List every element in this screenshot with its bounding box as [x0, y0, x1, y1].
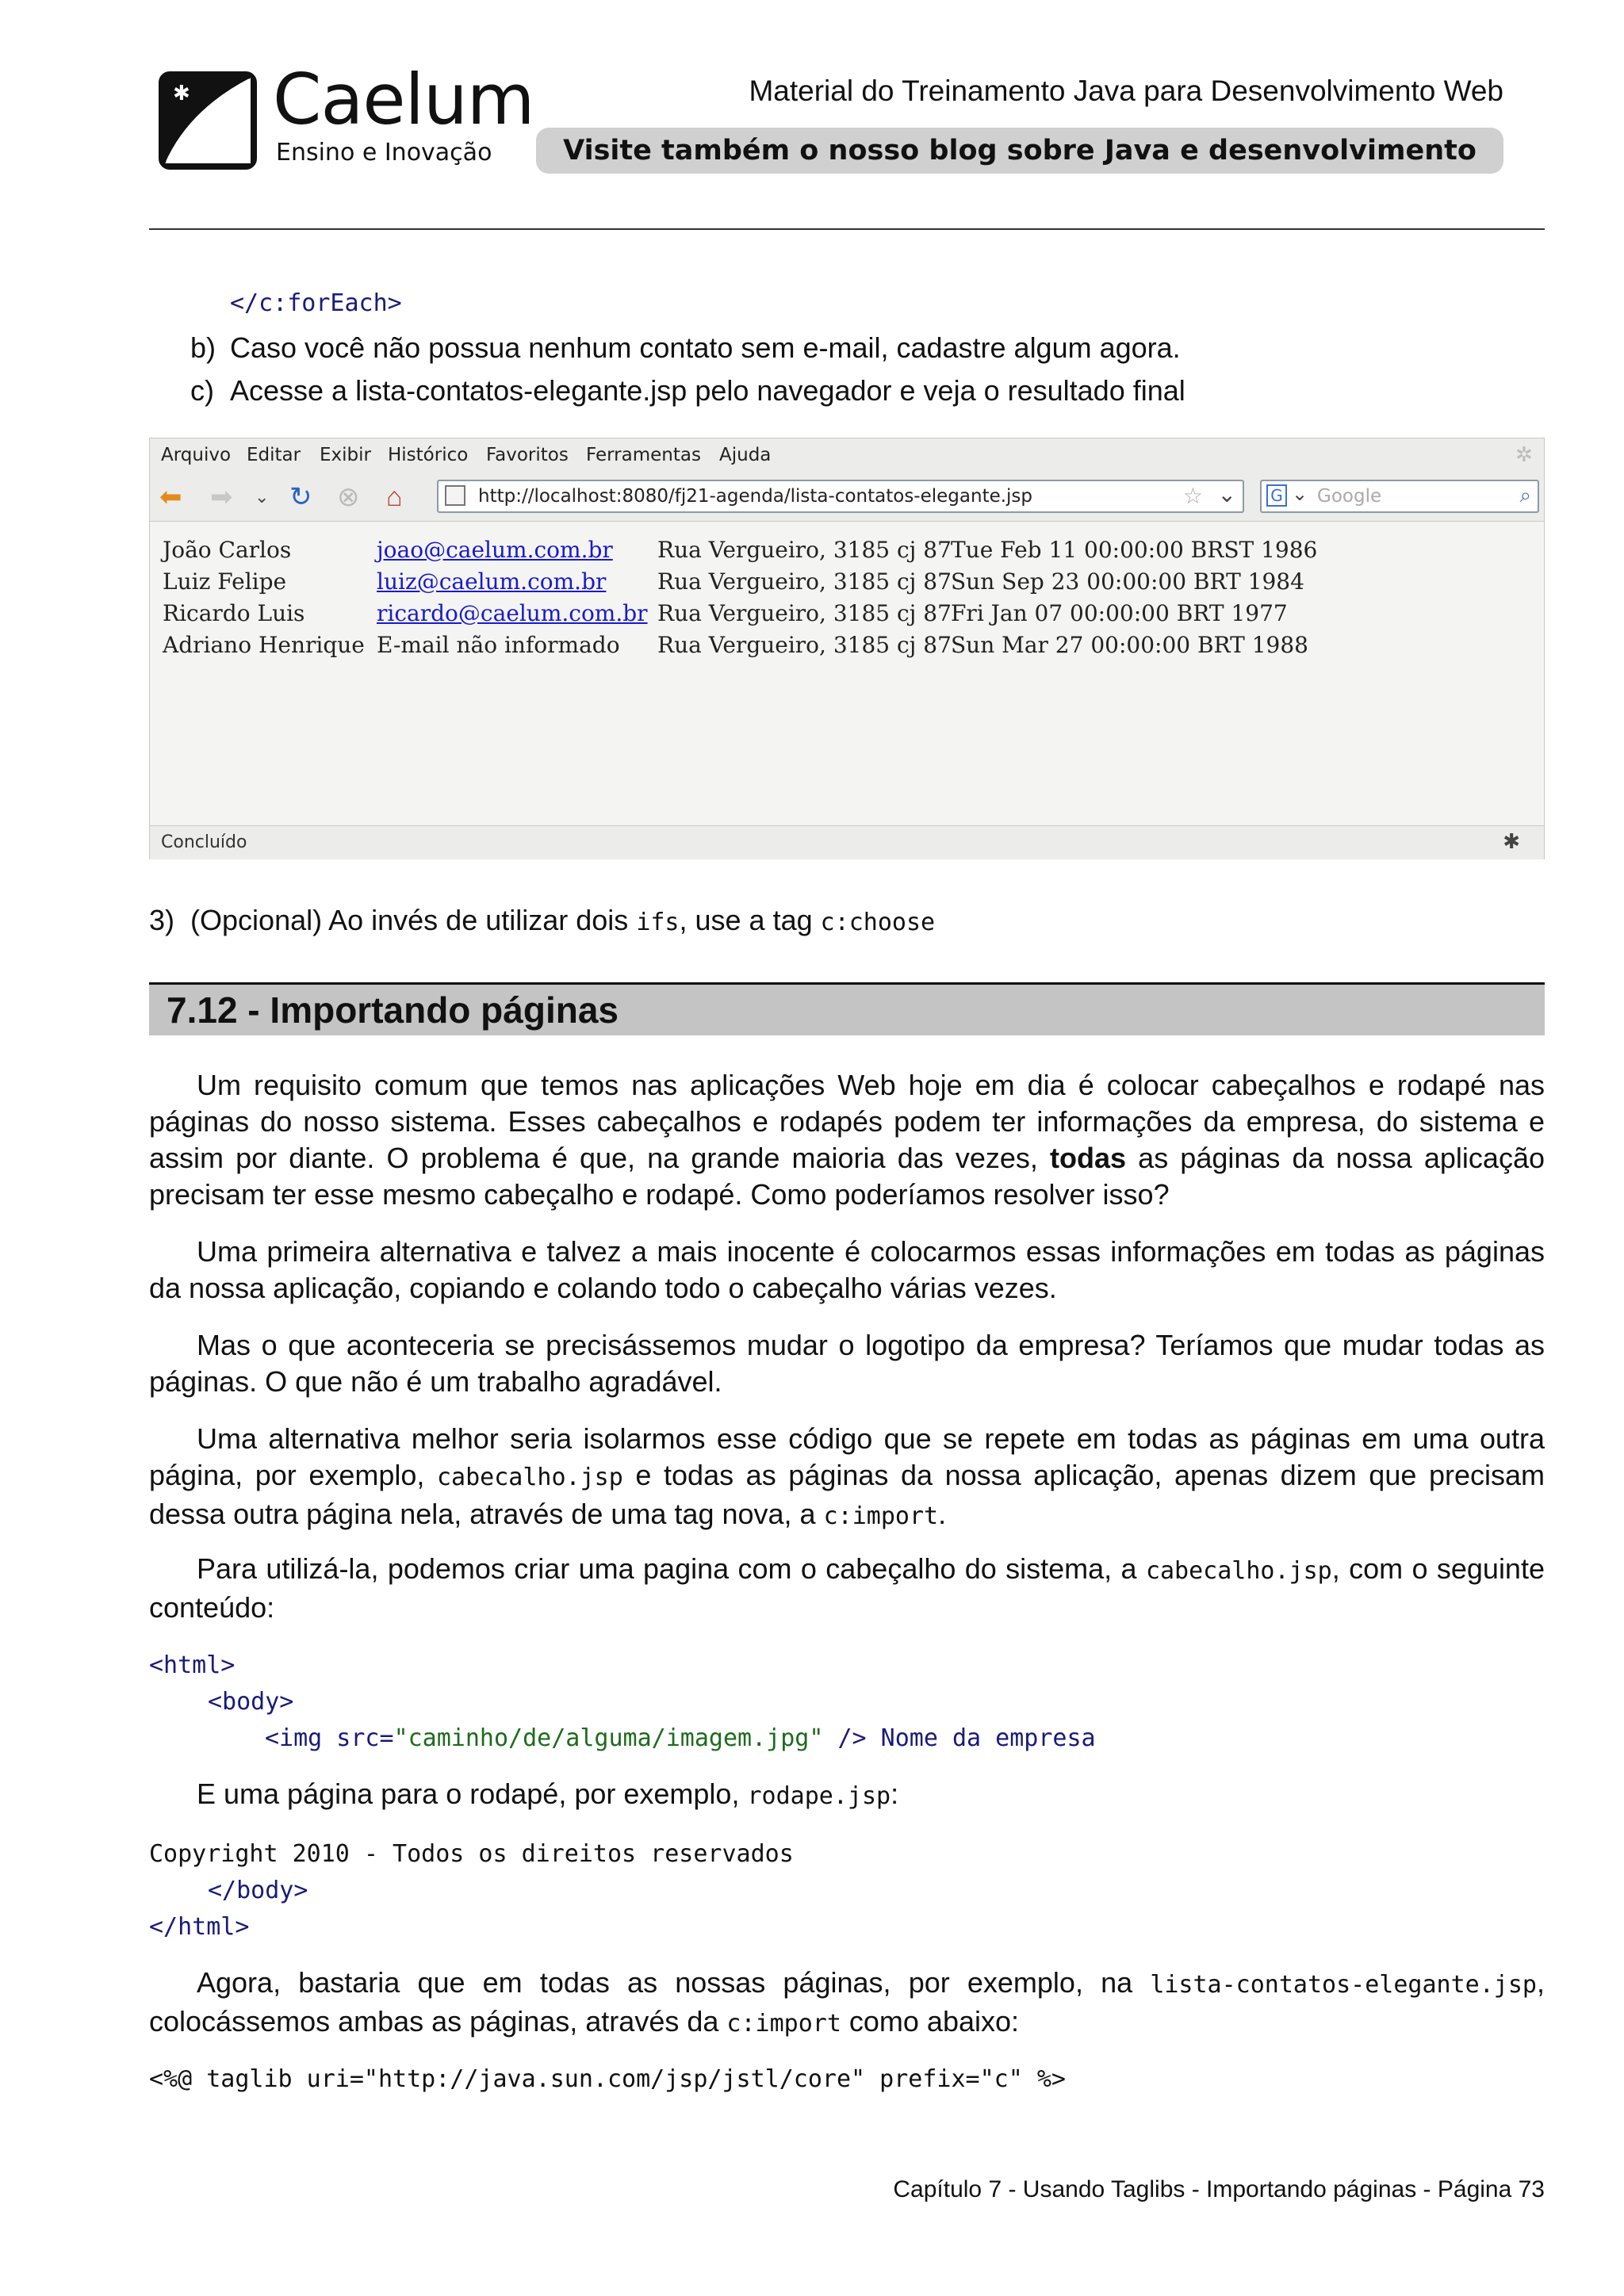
browser-navbar	[150, 473, 1544, 522]
paragraph-text: , colocássemos ambas as páginas, através da	[149, 1966, 1545, 2038]
inline-code: rodape.jsp	[747, 1782, 891, 1810]
paragraph: Uma primeira alternativa e talvez a mais inocente é colocarmos essas informações em todas as páginas da nossa aplicação, copiando e colando todo o cabeçalho várias vezes.	[149, 1235, 1545, 1304]
list-marker-b: b)	[190, 331, 216, 364]
contact-birthdate: Sun Sep 23 00:00:00 BRT 1984	[951, 568, 1304, 595]
svg-text:✱: ✱	[173, 82, 190, 105]
paragraph	[149, 1776, 1545, 1815]
contact-birthdate: Sun Mar 27 00:00:00 BRT 1988	[951, 632, 1308, 658]
code-line: <html>	[149, 1651, 236, 1679]
paragraph-text: :	[891, 1777, 899, 1810]
paragraph-text: Agora, bastaria que em todas as nossas páginas, por exemplo, na	[197, 1966, 1151, 1999]
bold-emphasis: todas	[1050, 1142, 1127, 1174]
menu-item-exibir[interactable]: Exibir	[320, 445, 371, 465]
paragraph-text: Uma alternativa melhor seria isolarmos esse código que se repete em todas as páginas em uma outra página, por exemplo,	[149, 1422, 1545, 1491]
inline-code: cabecalho.jsp	[1145, 1557, 1332, 1585]
search-box[interactable]	[1260, 480, 1539, 513]
contact-name: Adriano Henrique	[163, 632, 365, 658]
search-engine-dropdown-icon[interactable]: ⌄	[1292, 484, 1308, 505]
status-text: Concluído	[161, 832, 247, 852]
paragraph-text: Para utilizá-la, podemos criar uma pagina com o cabeçalho do sistema, a	[197, 1552, 1146, 1585]
contact-address: Rua Vergueiro, 3185 cj 87	[657, 537, 952, 563]
paragraph-text: , com o seguinte conteúdo:	[149, 1552, 1545, 1624]
contact-email-link[interactable]: ricardo@caelum.com.br	[377, 600, 648, 626]
contact-email-link[interactable]: joao@caelum.com.br	[377, 537, 613, 563]
blog-banner[interactable]: Visite também o nosso blog sobre Java e desenvolvimento	[536, 128, 1503, 174]
paragraph-text: .	[938, 1498, 947, 1530]
contact-address: Rua Vergueiro, 3185 cj 87	[657, 600, 952, 626]
url-text: http://localhost:8080/fj21-agenda/lista-contatos-elegante.jsp	[478, 486, 1033, 507]
contact-email-missing: E-mail não informado	[377, 632, 620, 658]
list-item-b: Caso você não possua nenhum contato sem e-mail, cadastre algum agora.	[230, 331, 1181, 364]
reload-icon[interactable]: ↻	[289, 482, 312, 512]
menu-item-ajuda[interactable]: Ajuda	[719, 445, 772, 465]
menu-item-arquivo[interactable]: Arquivo	[161, 445, 232, 465]
inline-code-ifs: ifs	[636, 909, 680, 936]
contact-email-link[interactable]: luiz@caelum.com.br	[377, 568, 607, 595]
addon-bug-icon[interactable]: ✱	[1503, 829, 1520, 853]
paragraph	[149, 1551, 1545, 1626]
code-line: <body>	[208, 1688, 294, 1716]
history-dropdown-icon[interactable]: ⌄	[255, 487, 270, 507]
inline-code: c:import	[726, 2010, 841, 2038]
contact-name: João Carlos	[163, 537, 292, 563]
inline-code: cabecalho.jsp	[437, 1464, 623, 1491]
list-item-c: Acesse a lista-contatos-elegante.jsp pelo navegador e veja o resultado final	[230, 374, 1185, 407]
code-line: </body>	[208, 1877, 308, 1904]
menu-item-favoritos[interactable]: Favoritos	[486, 445, 569, 465]
stop-icon[interactable]: ⊗	[337, 482, 360, 512]
code-string: "caminho/de/alguma/imagem.jpg"	[393, 1724, 824, 1752]
paragraph	[149, 1965, 1545, 2042]
page-footer: Capítulo 7 - Usando Taglibs - Importando páginas - Página 73	[893, 2176, 1545, 2202]
search-magnifier-icon[interactable]: ⌕	[1519, 483, 1531, 507]
code-token: /> Nome da empresa	[823, 1724, 1096, 1752]
throbber-icon: ✲	[1515, 443, 1533, 467]
contact-name: Luiz Felipe	[163, 568, 287, 595]
search-placeholder: Google	[1317, 486, 1382, 507]
caelum-logo-icon	[159, 71, 257, 170]
contact-birthdate: Fri Jan 07 00:00:00 BRT 1977	[951, 600, 1288, 626]
list-marker-c: c)	[190, 374, 214, 407]
contact-address: Rua Vergueiro, 3185 cj 87	[657, 632, 952, 658]
url-dropdown-icon[interactable]: ⌄	[1217, 482, 1236, 507]
inline-code-choose: c:choose	[820, 909, 936, 936]
inline-code: lista-contatos-elegante.jsp	[1150, 1971, 1537, 1999]
browser-menubar	[150, 438, 1544, 473]
item3-text: (Opcional) Ao invés de utilizar dois	[190, 904, 637, 936]
contact-address: Rua Vergueiro, 3185 cj 87	[657, 568, 952, 595]
code-line: Copyright 2010 - Todos os direitos reservados	[149, 1840, 794, 1868]
paragraph-text: Um requisito comum que temos nas aplicações Web hoje em dia é colocar cabeçalhos e rodapé nas páginas do nosso sistema. Esses cabeçalhos e rodapés podem ter informações da empresa, do sistema e assim por diante. O problema é que, na grande maioria das vezes,	[149, 1069, 1545, 1174]
paragraph-text: e todas as páginas da nossa aplicação, apenas dizem que precisam dessa outra página nela, através de uma tag nova, a	[149, 1459, 1545, 1530]
paragraph-text: como abaixo:	[841, 2005, 1020, 2038]
paragraph	[149, 1421, 1545, 1535]
code-line: </html>	[149, 1913, 250, 1941]
home-icon[interactable]: ⌂	[386, 482, 403, 512]
bookmark-star-icon[interactable]: ☆	[1182, 484, 1203, 508]
forward-arrow-icon[interactable]: ➡	[210, 482, 233, 512]
url-bar[interactable]	[437, 480, 1244, 513]
header-divider	[149, 228, 1545, 230]
google-engine-icon[interactable]: G	[1266, 484, 1287, 507]
header-title: Material do Treinamento Java para Desenvolvimento Web	[749, 75, 1503, 107]
browser-statusbar	[150, 825, 1544, 859]
back-arrow-icon[interactable]: ⬅	[159, 482, 182, 512]
paragraph-text: as páginas da nossa aplicação precisam ter esse mesmo cabeçalho e rodapé. Como poderíamos resolver isso?	[149, 1142, 1545, 1211]
menu-item-editar[interactable]: Editar	[247, 445, 301, 465]
browser-screenshot	[149, 438, 1545, 859]
list-item-3	[149, 902, 935, 941]
contact-birthdate: Tue Feb 11 00:00:00 BRST 1986	[951, 537, 1318, 563]
list-marker-3: 3)	[149, 904, 175, 936]
menu-item-ferramentas[interactable]: Ferramentas	[586, 445, 701, 465]
paragraph-text: E uma página para o rodapé, por exemplo,	[197, 1777, 748, 1810]
code-line	[265, 1720, 1096, 1757]
item3-text: , use a tag	[679, 904, 821, 936]
page-favicon-icon	[445, 485, 465, 506]
contact-name: Ricardo Luis	[163, 600, 305, 626]
menu-item-historico[interactable]: Histórico	[388, 445, 469, 465]
paragraph: Mas o que aconteceria se precisássemos mudar o logotipo da empresa? Teríamos que mudar todas as páginas. O que não é um trabalho agradável.	[149, 1329, 1545, 1398]
inline-code: c:import	[823, 1502, 939, 1530]
code-line: <%@ taglib uri="http://java.sun.com/jsp/jstl/core" prefix="c" %>	[149, 2065, 1066, 2093]
code-close-foreach: </c:forEach>	[230, 289, 402, 317]
paragraph	[149, 1067, 1545, 1213]
code-token: <img src=	[265, 1724, 394, 1752]
section-heading: 7.12 - Importando páginas	[149, 985, 1545, 1035]
logo-name: Caelum	[273, 59, 534, 140]
logo-tagline: Ensino e Inovação	[276, 139, 492, 166]
